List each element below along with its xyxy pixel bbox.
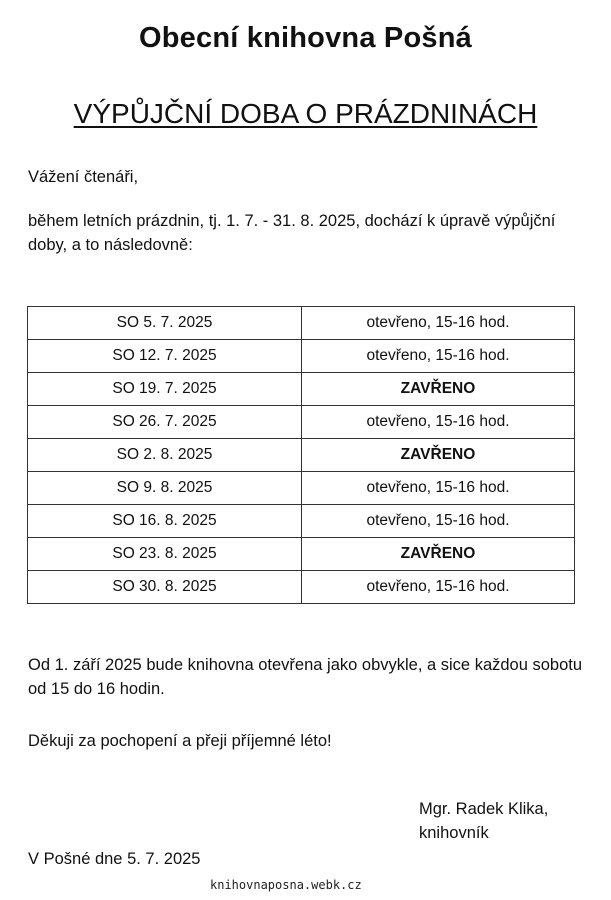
schedule-date-cell: SO 5. 7. 2025 bbox=[28, 307, 302, 340]
signature-block bbox=[419, 797, 548, 845]
table-row bbox=[28, 439, 575, 472]
table-row bbox=[28, 406, 575, 439]
site-watermark: knihovnaposna.webk.cz bbox=[210, 878, 362, 892]
schedule-date-cell: SO 9. 8. 2025 bbox=[28, 472, 302, 505]
schedule-date-cell: SO 12. 7. 2025 bbox=[28, 340, 302, 373]
schedule-status-cell: otevřeno, 15-16 hod. bbox=[302, 571, 575, 604]
schedule-status-cell: ZAVŘENO bbox=[302, 538, 575, 571]
salutation: Vážení čtenáři, bbox=[28, 168, 139, 186]
place-date: V Pošné dne 5. 7. 2025 bbox=[28, 850, 201, 868]
table-row bbox=[28, 505, 575, 538]
schedule-status-cell: ZAVŘENO bbox=[302, 373, 575, 406]
schedule-date-cell: SO 30. 8. 2025 bbox=[28, 571, 302, 604]
schedule-table bbox=[27, 306, 575, 604]
signature-name: Mgr. Radek Klika, bbox=[419, 800, 549, 818]
table-row bbox=[28, 307, 575, 340]
table-row bbox=[28, 340, 575, 373]
schedule-date-cell: SO 16. 8. 2025 bbox=[28, 505, 302, 538]
schedule-status-cell: otevřeno, 15-16 hod. bbox=[302, 472, 575, 505]
signature-role: knihovník bbox=[419, 824, 489, 842]
schedule-date-cell: SO 23. 8. 2025 bbox=[28, 538, 302, 571]
table-row bbox=[28, 571, 575, 604]
thanks-paragraph: Děkuji za pochopení a přeji příjemné léto! bbox=[28, 732, 332, 750]
regular-hours-paragraph: Od 1. září 2025 bude knihovna otevřena jako obvykle, a sice každou sobotu od 15 do 16 hodin. bbox=[28, 656, 583, 698]
schedule-status-cell: otevřeno, 15-16 hod. bbox=[302, 307, 575, 340]
table-row bbox=[28, 373, 575, 406]
table-row bbox=[28, 538, 575, 571]
schedule-date-cell: SO 19. 7. 2025 bbox=[28, 373, 302, 406]
notice-heading: VÝPŮJČNÍ DOBA O PRÁZDNINÁCH bbox=[73, 98, 538, 129]
schedule-status-cell: otevřeno, 15-16 hod. bbox=[302, 406, 575, 439]
schedule-date-cell: SO 2. 8. 2025 bbox=[28, 439, 302, 472]
intro-paragraph: během letních prázdnin, tj. 1. 7. - 31. 8. 2025, dochází k úpravě výpůjční doby, a to následovně: bbox=[28, 212, 556, 254]
schedule-status-cell: otevřeno, 15-16 hod. bbox=[302, 340, 575, 373]
schedule-body bbox=[28, 307, 575, 604]
schedule-date-cell: SO 26. 7. 2025 bbox=[28, 406, 302, 439]
page-title: Obecní knihovna Pošná bbox=[139, 22, 472, 54]
table-row bbox=[28, 472, 575, 505]
schedule-status-cell: otevřeno, 15-16 hod. bbox=[302, 505, 575, 538]
schedule-status-cell: ZAVŘENO bbox=[302, 439, 575, 472]
